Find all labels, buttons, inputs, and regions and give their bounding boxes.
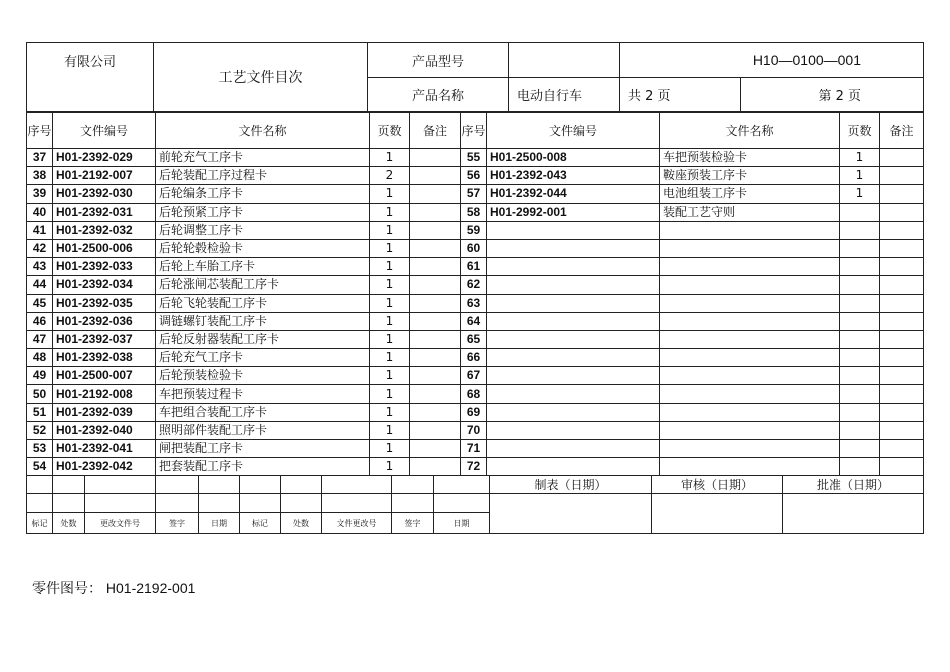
file-name — [660, 421, 840, 439]
file-name — [660, 458, 840, 476]
remark-cell — [880, 458, 924, 476]
page-count — [840, 349, 880, 367]
file-name — [660, 385, 840, 403]
pages-header: 页数 — [370, 113, 410, 149]
change-cell — [53, 494, 85, 513]
remark-cell — [410, 367, 461, 385]
row-number: 63 — [461, 294, 487, 312]
file-code: H01-2392-031 — [53, 203, 156, 221]
file-code: H01-2500-006 — [53, 239, 156, 257]
remark-cell — [410, 221, 461, 239]
page-count — [840, 385, 880, 403]
page-count — [840, 294, 880, 312]
row-number: 48 — [27, 349, 53, 367]
file-code — [487, 440, 660, 458]
row-number: 37 — [27, 149, 53, 167]
file-name: 把套装配工序卡 — [156, 458, 370, 476]
file-name — [660, 367, 840, 385]
code-header: 文件编号 — [487, 113, 660, 149]
table-row — [27, 221, 924, 239]
file-name: 后轮编条工序卡 — [156, 185, 370, 203]
file-name — [660, 403, 840, 421]
page-count: 1 — [370, 276, 410, 294]
file-name — [660, 349, 840, 367]
row-number: 70 — [461, 421, 487, 439]
row-number: 69 — [461, 403, 487, 421]
file-code: H01-2392-035 — [53, 294, 156, 312]
remark-cell — [880, 203, 924, 221]
file-code: H01-2392-032 — [53, 221, 156, 239]
file-name — [660, 276, 840, 294]
file-name: 后轮预装检验卡 — [156, 367, 370, 385]
remark-cell — [410, 239, 461, 257]
row-number: 68 — [461, 385, 487, 403]
row-number: 40 — [27, 203, 53, 221]
remark-cell — [880, 258, 924, 276]
document-title: 工艺文件目次 — [154, 43, 368, 112]
row-number: 65 — [461, 330, 487, 348]
total-pages: 共 2 页 — [620, 78, 741, 112]
file-name: 闸把装配工序卡 — [156, 440, 370, 458]
product-name-label: 产品名称 — [368, 78, 509, 112]
remark-header: 备注 — [880, 113, 924, 149]
row-number: 71 — [461, 440, 487, 458]
file-name: 后轮涨闸芯装配工序卡 — [156, 276, 370, 294]
file-name — [660, 258, 840, 276]
company-name: 有限公司 — [27, 43, 154, 112]
file-name: 后轮充气工序卡 — [156, 349, 370, 367]
remark-cell — [880, 149, 924, 167]
row-number: 59 — [461, 221, 487, 239]
row-number: 41 — [27, 221, 53, 239]
row-number: 39 — [27, 185, 53, 203]
name-header: 文件名称 — [156, 113, 370, 149]
row-number: 72 — [461, 458, 487, 476]
remark-cell — [880, 367, 924, 385]
page-count: 1 — [370, 330, 410, 348]
remark-cell — [880, 385, 924, 403]
change-cell — [27, 494, 53, 513]
file-name: 装配工艺守则 — [660, 203, 840, 221]
approved-by-label: 批准（日期） — [783, 476, 924, 494]
change-cell — [240, 476, 281, 494]
file-code: H01-2500-008 — [487, 149, 660, 167]
page-count — [840, 421, 880, 439]
file-name: 照明部件装配工序卡 — [156, 421, 370, 439]
page-count: 1 — [370, 440, 410, 458]
change-cell — [322, 494, 392, 513]
file-name: 车把组合装配工序卡 — [156, 403, 370, 421]
change-cell — [322, 476, 392, 494]
remark-cell — [880, 330, 924, 348]
table-row — [27, 258, 924, 276]
file-code — [487, 367, 660, 385]
page-count: 1 — [840, 167, 880, 185]
remark-cell — [880, 312, 924, 330]
file-name: 前轮充气工序卡 — [156, 149, 370, 167]
product-name-value: 电动自行车 — [509, 78, 620, 112]
file-code — [487, 294, 660, 312]
row-number: 44 — [27, 276, 53, 294]
page-count: 1 — [840, 185, 880, 203]
page-count — [840, 312, 880, 330]
change-label: 处数 — [281, 513, 322, 534]
table-row — [27, 349, 924, 367]
remark-cell — [880, 403, 924, 421]
change-cell — [434, 494, 490, 513]
remark-cell — [410, 167, 461, 185]
file-code — [487, 258, 660, 276]
change-cell — [53, 476, 85, 494]
table-body — [27, 149, 924, 476]
table-row — [27, 385, 924, 403]
file-name — [660, 221, 840, 239]
row-number: 43 — [27, 258, 53, 276]
footer-table — [26, 475, 924, 534]
row-number: 66 — [461, 349, 487, 367]
page-count: 2 — [370, 167, 410, 185]
remark-cell — [880, 167, 924, 185]
row-number: 56 — [461, 167, 487, 185]
table-row — [27, 421, 924, 439]
file-code: H01-2392-039 — [53, 403, 156, 421]
page-count — [840, 367, 880, 385]
remark-cell — [410, 294, 461, 312]
remark-cell — [410, 203, 461, 221]
page-count: 1 — [370, 421, 410, 439]
file-code: H01-2392-037 — [53, 330, 156, 348]
file-name: 后轮上车胎工序卡 — [156, 258, 370, 276]
file-code: H01-2392-029 — [53, 149, 156, 167]
page-count — [840, 276, 880, 294]
name-header: 文件名称 — [660, 113, 840, 149]
file-code — [487, 221, 660, 239]
row-number: 52 — [27, 421, 53, 439]
remark-cell — [410, 458, 461, 476]
change-cell — [240, 494, 281, 513]
product-model-label: 产品型号 — [368, 43, 509, 78]
file-code — [487, 403, 660, 421]
change-label: 标记 — [27, 513, 53, 534]
row-number: 51 — [27, 403, 53, 421]
file-name: 鞍座预装工序卡 — [660, 167, 840, 185]
part-number: 零件图号： H01-2192-001 — [32, 580, 196, 596]
change-cell — [434, 476, 490, 494]
page-count: 1 — [370, 258, 410, 276]
made-by-signature — [490, 494, 652, 534]
table-row — [27, 149, 924, 167]
file-code: H01-2192-007 — [53, 167, 156, 185]
remark-cell — [880, 421, 924, 439]
file-name: 车把预装检验卡 — [660, 149, 840, 167]
file-code: H01-2392-030 — [53, 185, 156, 203]
table-row — [27, 276, 924, 294]
remark-cell — [410, 403, 461, 421]
row-number: 58 — [461, 203, 487, 221]
row-number: 64 — [461, 312, 487, 330]
remark-cell — [880, 185, 924, 203]
file-code — [487, 312, 660, 330]
remark-cell — [410, 440, 461, 458]
page-count — [840, 239, 880, 257]
page-count: 1 — [370, 458, 410, 476]
row-number: 54 — [27, 458, 53, 476]
change-label: 处数 — [53, 513, 85, 534]
page-count: 1 — [370, 312, 410, 330]
remark-cell — [410, 349, 461, 367]
file-code — [487, 385, 660, 403]
file-name — [660, 330, 840, 348]
code-header: 文件编号 — [53, 113, 156, 149]
file-code: H01-2392-041 — [53, 440, 156, 458]
index-table — [26, 112, 924, 476]
page-count: 1 — [370, 403, 410, 421]
file-name: 后轮调整工序卡 — [156, 221, 370, 239]
remark-cell — [410, 258, 461, 276]
file-name: 后轮反射器装配工序卡 — [156, 330, 370, 348]
change-cell — [85, 494, 156, 513]
table-row — [27, 367, 924, 385]
change-cell — [85, 476, 156, 494]
remark-cell — [880, 349, 924, 367]
change-cell — [156, 476, 199, 494]
page-count: 1 — [370, 294, 410, 312]
file-code: H01-2392-043 — [487, 167, 660, 185]
remark-cell — [410, 276, 461, 294]
file-code: H01-2392-042 — [53, 458, 156, 476]
file-name: 调链螺钉装配工序卡 — [156, 312, 370, 330]
file-code: H01-2392-038 — [53, 349, 156, 367]
reviewed-by-label: 审核（日期） — [652, 476, 783, 494]
file-name — [660, 294, 840, 312]
row-number: 42 — [27, 239, 53, 257]
remark-cell — [880, 294, 924, 312]
row-number: 61 — [461, 258, 487, 276]
file-code — [487, 239, 660, 257]
table-row — [27, 458, 924, 476]
row-number: 38 — [27, 167, 53, 185]
file-name: 后轮轮毂检验卡 — [156, 239, 370, 257]
remark-cell — [880, 221, 924, 239]
remark-cell — [410, 185, 461, 203]
page-number: 第 2 页 — [741, 78, 924, 112]
seq-header: 序号 — [461, 113, 487, 149]
table-row — [27, 403, 924, 421]
table-row — [27, 203, 924, 221]
row-number: 46 — [27, 312, 53, 330]
page-count — [840, 203, 880, 221]
seq-header: 序号 — [27, 113, 53, 149]
page-count: 1 — [370, 239, 410, 257]
file-name: 车把预装过程卡 — [156, 385, 370, 403]
page-count: 1 — [370, 185, 410, 203]
table-row — [27, 239, 924, 257]
change-cell — [27, 476, 53, 494]
change-label: 日期 — [199, 513, 240, 534]
remark-cell — [880, 440, 924, 458]
file-name: 后轮装配工序过程卡 — [156, 167, 370, 185]
change-label: 日期 — [434, 513, 490, 534]
row-number: 67 — [461, 367, 487, 385]
change-label: 标记 — [240, 513, 281, 534]
file-name: 后轮预紧工序卡 — [156, 203, 370, 221]
product-model-value: H10—0100—001 — [620, 43, 924, 78]
page-count — [840, 221, 880, 239]
approved-by-signature — [783, 494, 924, 534]
remark-cell — [410, 312, 461, 330]
page-count — [840, 440, 880, 458]
remark-cell — [410, 149, 461, 167]
change-label: 签字 — [392, 513, 434, 534]
remark-header: 备注 — [410, 113, 461, 149]
table-row — [27, 294, 924, 312]
file-code: H01-2392-033 — [53, 258, 156, 276]
page-count — [840, 258, 880, 276]
table-row — [27, 330, 924, 348]
file-code: H01-2192-008 — [53, 385, 156, 403]
page-count: 1 — [370, 221, 410, 239]
made-by-label: 制表（日期） — [490, 476, 652, 494]
file-name — [660, 440, 840, 458]
table-row — [27, 440, 924, 458]
file-name — [660, 239, 840, 257]
file-code — [487, 276, 660, 294]
page-count — [840, 458, 880, 476]
file-code: H01-2500-007 — [53, 367, 156, 385]
empty-cell — [509, 43, 620, 78]
page-count: 1 — [370, 385, 410, 403]
row-number: 55 — [461, 149, 487, 167]
file-code — [487, 421, 660, 439]
change-cell — [199, 494, 240, 513]
remark-cell — [410, 330, 461, 348]
file-code — [487, 458, 660, 476]
file-name — [660, 312, 840, 330]
file-code: H01-2992-001 — [487, 203, 660, 221]
page-count: 1 — [370, 349, 410, 367]
row-number: 45 — [27, 294, 53, 312]
file-code — [487, 349, 660, 367]
change-cell — [156, 494, 199, 513]
pages-header: 页数 — [840, 113, 880, 149]
file-code — [487, 330, 660, 348]
page-count — [840, 403, 880, 421]
row-number: 57 — [461, 185, 487, 203]
file-code: H01-2392-044 — [487, 185, 660, 203]
reviewed-by-signature — [652, 494, 783, 534]
row-number: 60 — [461, 239, 487, 257]
change-cell — [281, 494, 322, 513]
page-count: 1 — [370, 203, 410, 221]
change-label: 签字 — [156, 513, 199, 534]
row-number: 49 — [27, 367, 53, 385]
remark-cell — [880, 239, 924, 257]
change-cell — [199, 476, 240, 494]
page-count: 1 — [370, 149, 410, 167]
page-count: 1 — [370, 367, 410, 385]
table-row — [27, 167, 924, 185]
row-number: 47 — [27, 330, 53, 348]
table-row — [27, 312, 924, 330]
change-cell — [392, 476, 434, 494]
file-name: 后轮飞轮装配工序卡 — [156, 294, 370, 312]
row-number: 50 — [27, 385, 53, 403]
change-cell — [281, 476, 322, 494]
remark-cell — [880, 276, 924, 294]
file-name: 电池组装工序卡 — [660, 185, 840, 203]
change-cell — [392, 494, 434, 513]
change-label: 文件更改号 — [322, 513, 392, 534]
table-row — [27, 185, 924, 203]
file-code: H01-2392-040 — [53, 421, 156, 439]
row-number: 53 — [27, 440, 53, 458]
row-number: 62 — [461, 276, 487, 294]
file-code: H01-2392-034 — [53, 276, 156, 294]
change-label: 更改文件号 — [85, 513, 156, 534]
remark-cell — [410, 421, 461, 439]
file-code: H01-2392-036 — [53, 312, 156, 330]
table-header-row — [27, 113, 924, 149]
header-table — [26, 42, 924, 112]
page-count — [840, 330, 880, 348]
page-count: 1 — [840, 149, 880, 167]
remark-cell — [410, 385, 461, 403]
